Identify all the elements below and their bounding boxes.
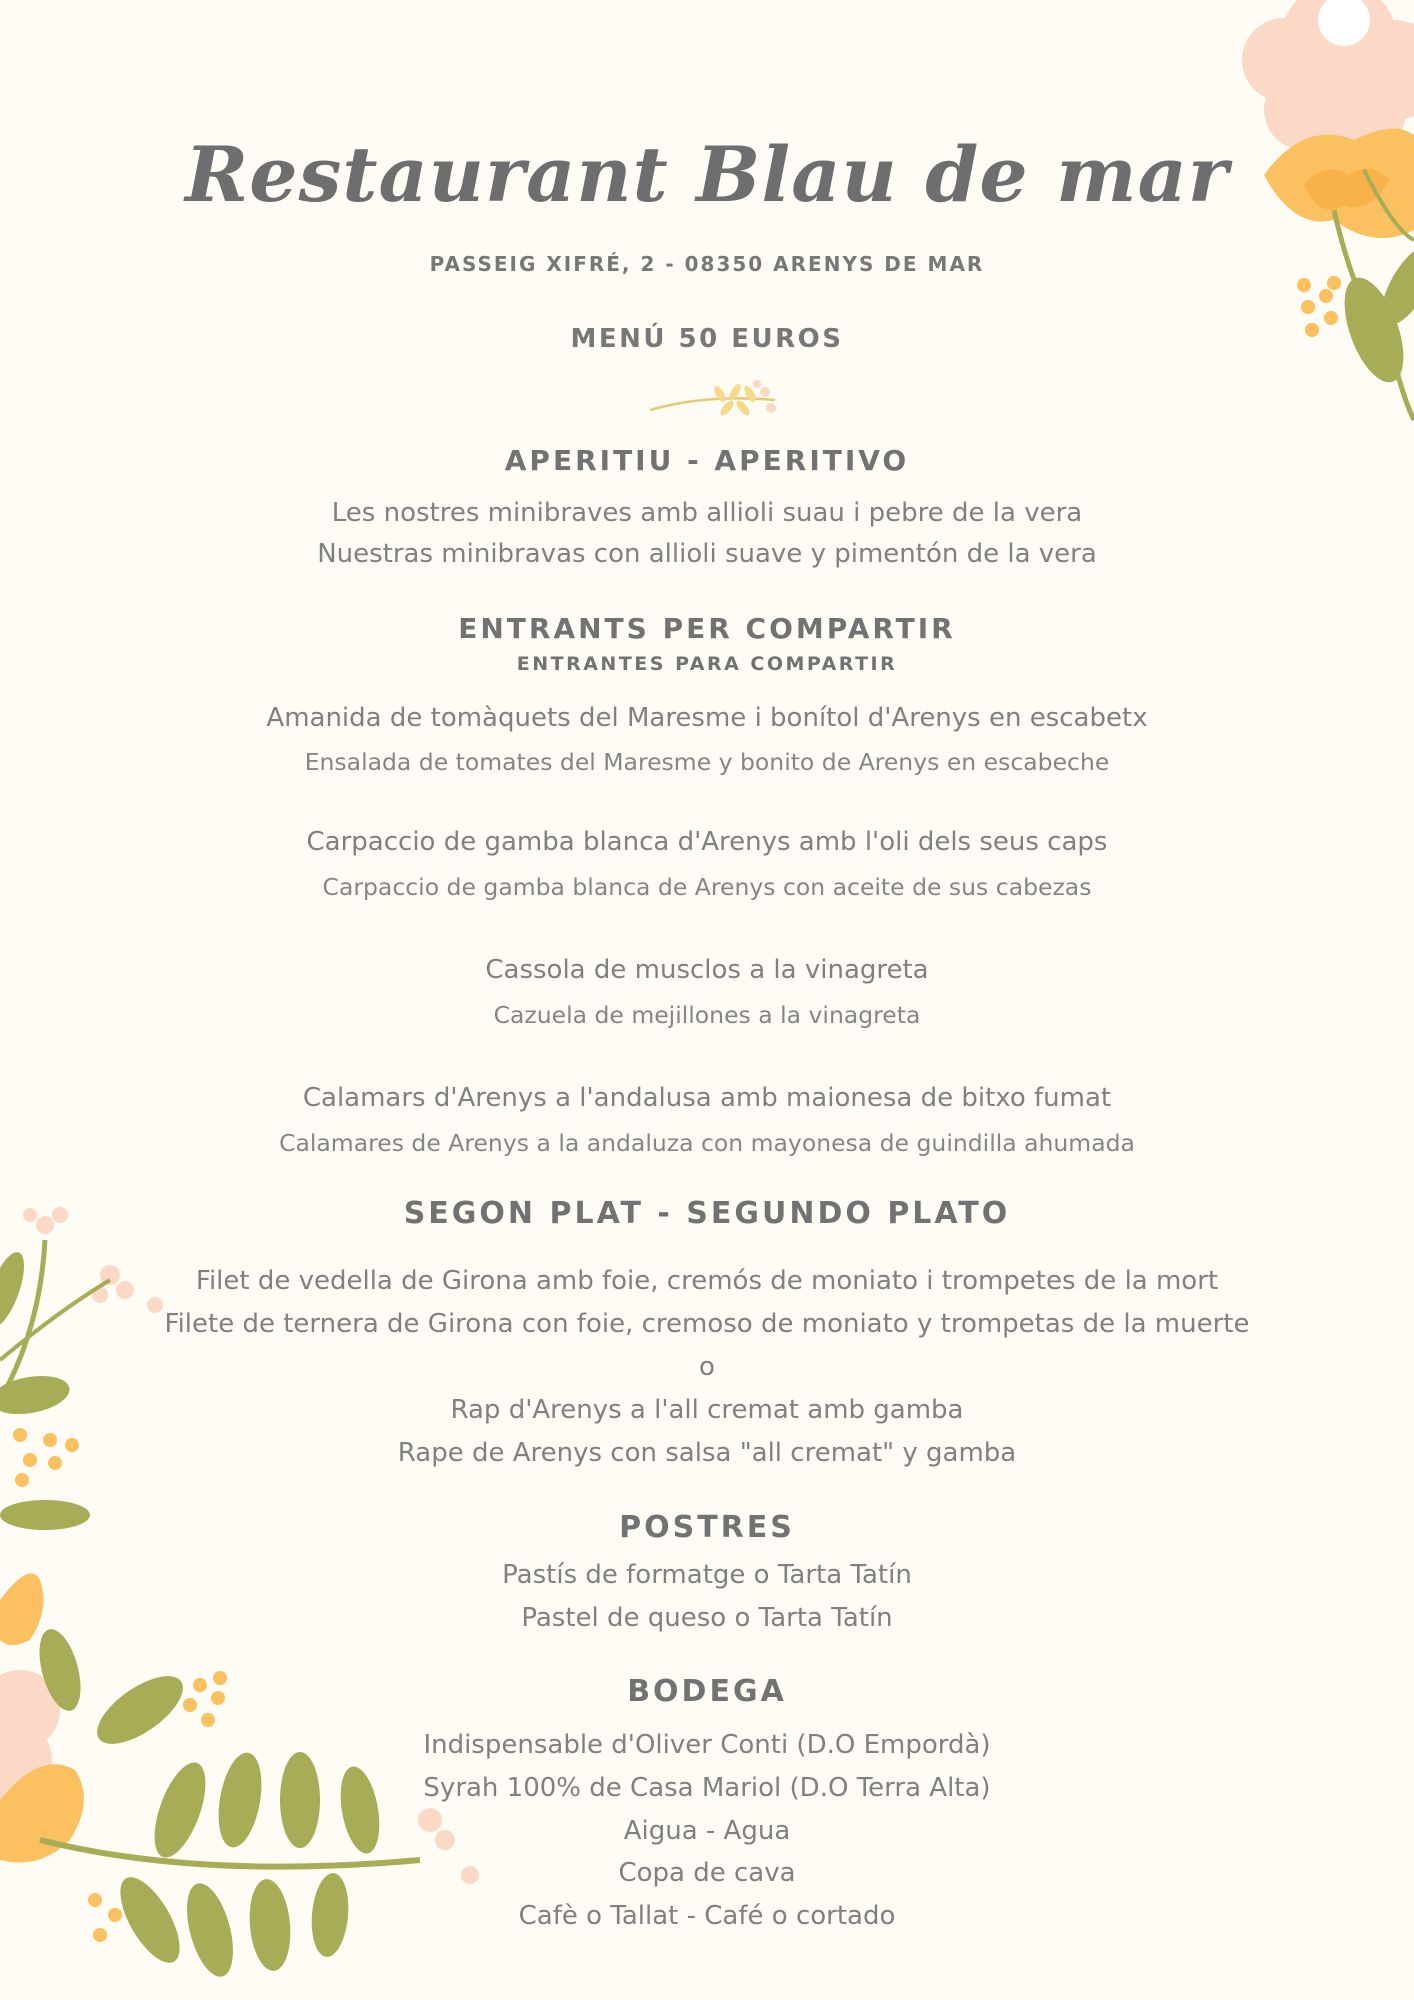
menu-item-name-es: Carpaccio de gamba blanca de Arenys con aceite de sus cabezas bbox=[322, 873, 1092, 901]
menu-item-line: Nuestras minibravas con allioli suave y pimentón de la vera bbox=[317, 539, 1097, 569]
menu-item-name-ca: Carpaccio de gamba blanca d'Arenys amb l'oli dels seus caps bbox=[306, 827, 1108, 857]
menu-item-line: Rap d'Arenys a l'all cremat amb gamba bbox=[450, 1395, 964, 1425]
menu-item-line: Indispensable d'Oliver Conti (D.O Empordà) bbox=[423, 1730, 991, 1760]
menu-item-line: Syrah 100% de Casa Mariol (D.O Terra Alta) bbox=[423, 1773, 991, 1803]
menu-item-line: Pastel de queso o Tarta Tatín bbox=[521, 1603, 893, 1633]
menu-item-line: Cafè o Tallat - Café o cortado bbox=[518, 1901, 896, 1931]
menu-item-name-ca: Cassola de musclos a la vinagreta bbox=[485, 955, 929, 985]
menu-item-name-es: Calamares de Arenys a la andaluza con mayonesa de guindilla ahumada bbox=[279, 1129, 1135, 1157]
menu-item-line: Aigua - Agua bbox=[623, 1816, 791, 1846]
menu-item-line: Pastís de formatge o Tarta Tatín bbox=[502, 1560, 912, 1590]
section-heading-segon: SEGON PLAT - SEGUNDO PLATO bbox=[403, 1196, 1011, 1231]
section-subheading-entrants: ENTRANTES PARA COMPARTIR bbox=[516, 653, 898, 675]
menu-item-separator: o bbox=[699, 1352, 715, 1382]
menu-item-name-ca: Calamars d'Arenys a l'andalusa amb maionesa de bitxo fumat bbox=[302, 1083, 1112, 1113]
menu-item-name-es: Ensalada de tomates del Maresme y bonito de Arenys en escabeche bbox=[304, 748, 1110, 776]
section-heading-aperitiu: APERITIU - APERITIVO bbox=[504, 444, 910, 477]
menu-item-line: Les nostres minibraves amb allioli suau i pebre de la vera bbox=[331, 498, 1083, 528]
menu-item-name-es: Cazuela de mejillones a la vinagreta bbox=[493, 1001, 921, 1029]
section-heading-postres: POSTRES bbox=[619, 1510, 795, 1545]
floral-decoration-top-right bbox=[1154, 0, 1414, 460]
menu-title: MENÚ 50 EUROS bbox=[570, 324, 844, 354]
menu-item-line: Copa de cava bbox=[618, 1858, 796, 1888]
menu-item-line: Filet de vedella de Girona amb foie, cremós de moniato i trompetes de la mort bbox=[195, 1266, 1219, 1296]
menu-item-line: Filete de ternera de Girona con foie, cremoso de moniato y trompetas de la muerte bbox=[164, 1309, 1250, 1339]
menu-item-name-ca: Amanida de tomàquets del Maresme i bonítol d'Arenys en escabetx bbox=[266, 703, 1148, 733]
menu-item-line: Rape de Arenys con salsa "all cremat" y gamba bbox=[397, 1438, 1017, 1468]
section-heading-entrants: ENTRANTS PER COMPARTIR bbox=[458, 612, 956, 645]
restaurant-address: PASSEIG XIFRÉ, 2 - 08350 ARENYS DE MAR bbox=[429, 252, 985, 276]
section-heading-bodega: BODEGA bbox=[627, 1674, 787, 1709]
sprig-ornament-icon bbox=[645, 372, 785, 422]
restaurant-name: Restaurant Blau de mar bbox=[185, 130, 1229, 219]
